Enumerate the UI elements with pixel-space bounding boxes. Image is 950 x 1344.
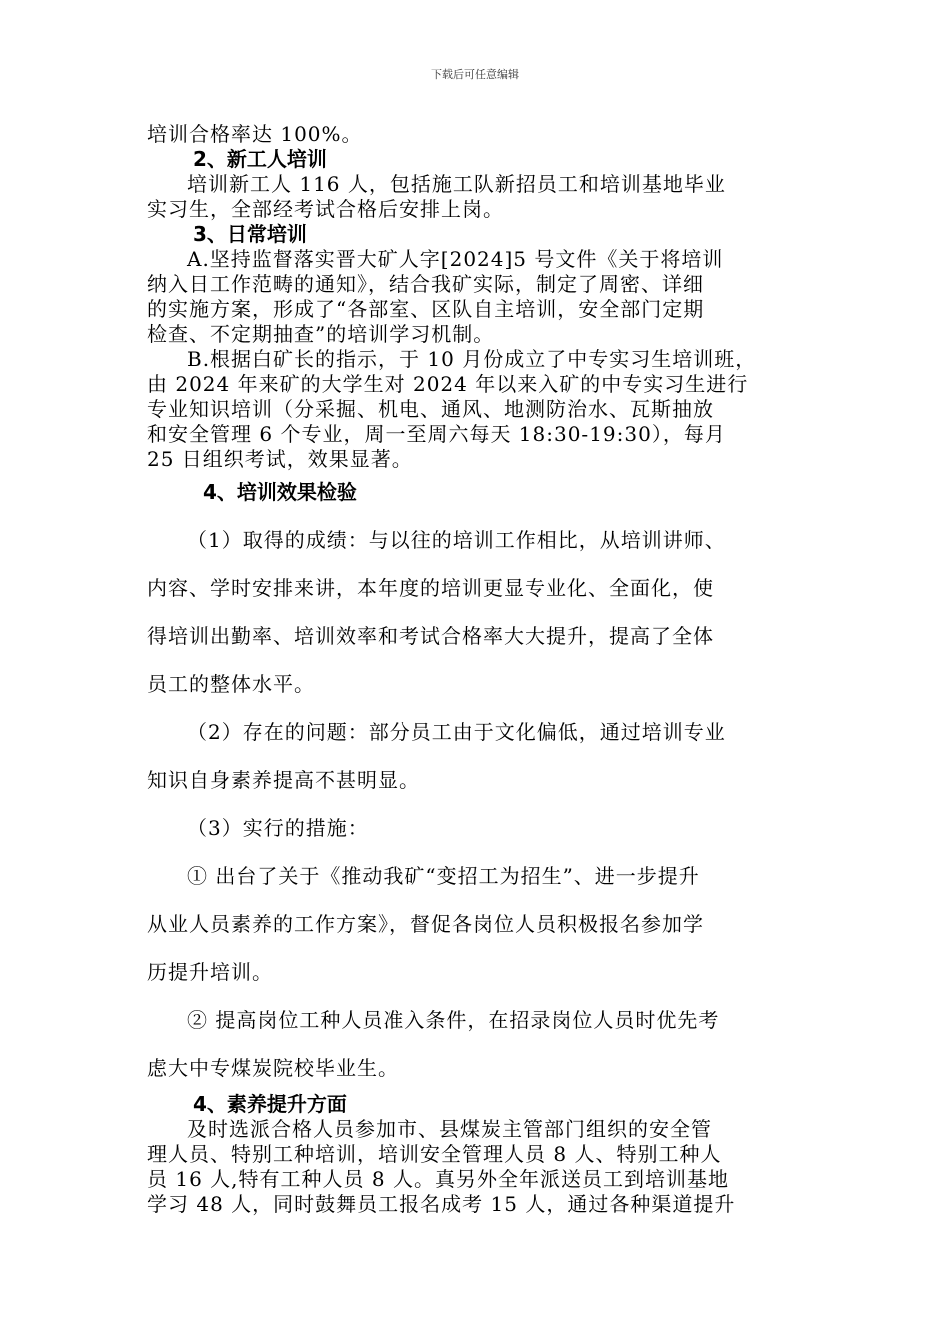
text-line: 培训新工人 116 人，包括施工队新招员工和培训基地毕业 — [187, 172, 726, 196]
text-line: 员工的整体水平。 — [147, 672, 315, 696]
text-line: 及时选派合格人员参加市、县煤炭主管部门组织的安全管 — [187, 1117, 712, 1141]
document-body — [147, 122, 811, 1217]
text-line: 学习 48 人，同时鼓舞员工报名成考 15 人，通过各种渠道提升 — [147, 1192, 736, 1216]
text-line: 理人员、特别工种培训，培训安全管理人员 8 人、特别工种人 — [147, 1142, 722, 1166]
text-line: 实习生，全部经考试合格后安排上岗。 — [147, 197, 504, 221]
text-line: 培训合格率达 100%。 — [147, 122, 363, 146]
text-line: （1）取得的成绩：与以往的培训工作相比，从培训讲师、 — [187, 528, 726, 552]
text-line: 专业知识培训（分采掘、机电、通风、地测防治水、瓦斯抽放 — [147, 397, 714, 421]
text-line: ① 出台了关于《推动我矿“变招工为招生”、进一步提升 — [187, 864, 700, 888]
text-line: （2）存在的问题：部分员工由于文化偏低，通过培训专业 — [187, 720, 726, 744]
section-heading-daily-training: 3、日常培训 — [193, 222, 307, 246]
text-line: （3）实行的措施： — [187, 816, 369, 840]
text-line: 检查、不定期抽查”的培训学习机制。 — [147, 322, 495, 346]
section-heading-quality-improvement: 4、素养提升方面 — [193, 1092, 347, 1116]
section-heading-training-effect-check: 4、培训效果检验 — [203, 480, 357, 504]
text-line: 从业人员素养的工作方案》，督促各岗位人员积极报名参加学 — [147, 912, 704, 936]
page-header-note: 下载后可任意编辑 — [431, 68, 519, 81]
text-line: 得培训出勤率、培训效率和考试合格率大大提升，提高了全体 — [147, 624, 714, 648]
text-line: 由 2024 年来矿的大学生对 2024 年以来入矿的中专实习生进行 — [147, 372, 749, 396]
text-line: 内容、学时安排来讲，本年度的培训更显专业化、全面化，使 — [147, 576, 714, 600]
text-line: A.坚持监督落实晋大矿人字[2024]5 号文件《关于将培训 — [187, 247, 724, 271]
text-line: ② 提高岗位工种人员准入条件，在招录岗位人员时优先考 — [187, 1008, 720, 1032]
text-line: 的实施方案，形成了“各部室、区队自主培训，安全部门定期 — [147, 297, 705, 321]
section-heading-new-worker-training: 2、新工人培训 — [193, 147, 327, 171]
text-line: 知识自身素养提高不甚明显。 — [147, 768, 420, 792]
text-line: 虑大中专煤炭院校毕业生。 — [147, 1056, 399, 1080]
text-line: 员 16 人,特有工种人员 8 人。真另外全年派送员工到培训基地 — [147, 1167, 729, 1191]
text-line: B.根据白矿长的指示，于 10 月份成立了中专实习生培训班， — [187, 347, 757, 371]
text-line: 25 日组织考试，效果显著。 — [147, 447, 413, 471]
text-line: 历提升培训。 — [147, 960, 273, 984]
text-line: 和安全管理 6 个专业，周一至周六每天 18:30-19:30），每月 — [147, 422, 726, 446]
text-line: 纳入日工作范畴的通知》，结合我矿实际，制定了周密、详细 — [147, 272, 704, 296]
